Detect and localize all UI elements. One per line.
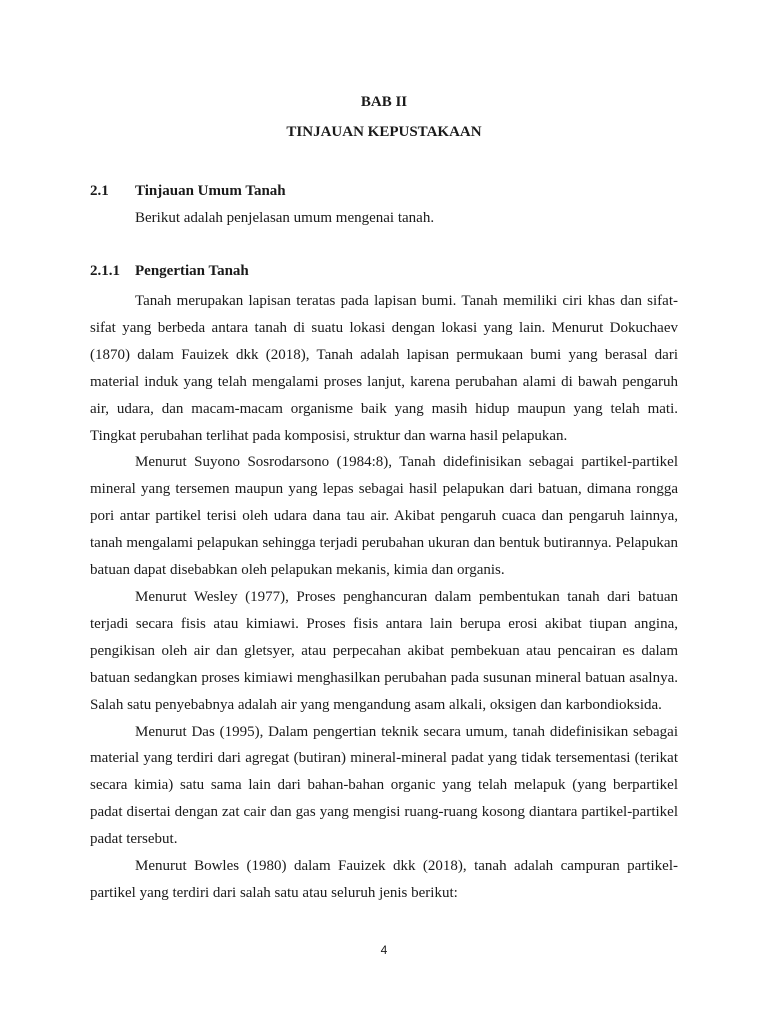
body-text: [90, 288, 678, 907]
chapter-label: BAB II: [360, 94, 408, 110]
section-intro: Berikut adalah penjelasan umum mengenai tanah.: [135, 210, 435, 226]
section-number: 2.1: [90, 183, 109, 199]
section-heading-2-1-1: [90, 262, 249, 280]
section-heading-2-1: [90, 182, 286, 200]
paragraph-wesley: Menurut Wesley (1977), Proses penghancuran dalam pembentukan tanah dari batuan terjadi secara fisis atau kimiawi. Proses fisis antara lain berupa erosi akibat tiupan angina, pengikisan oleh air dan gletsyer, atau perpecahan akibat pembekuan atau pencairan es dalam batuan sedangkan proses kimiawi menghasilkan perubahan pada susunan mineral batuan asalnya. Salah satu penyebabnya adalah air yang mengandung asam alkali, oksigen dan karbondioksida.: [90, 588, 678, 713]
paragraph-sosrodarsono: Menurut Suyono Sosrodarsono (1984:8), Tanah didefinisikan sebagai partikel-partikel mineral yang tersemen maupun yang lepas sebagai hasil pelapukan dari batuan, dimana rongga pori antar partikel terisi oleh udara dana tau air. Akibat pengaruh cuaca dan pengaruh lainnya, tanah mengalami pelapukan sehingga terjadi perubahan ukuran dan bentuk butirannya. Pelapukan batuan dapat disebabkan oleh pelapukan mekanis, kimia dan organis.: [90, 454, 678, 579]
chapter-title: TINJAUAN KEPUSTAKAAN: [286, 124, 482, 140]
section-title: Tinjauan Umum Tanah: [135, 183, 286, 199]
paragraph-das: Menurut Das (1995), Dalam pengertian teknik secara umum, tanah didefinisikan sebagai material yang terdiri dari agregat (butiran) mineral-mineral padat yang tidak tersementasi (terikat secara kimia) satu sama lain dari bahan-bahan organic yang telah melapuk (yang berpartikel padat disertai dengan zat cair dan gas yang mengisi ruang-ruang kosong diantara partikel-partikel padat tersebut.: [90, 723, 678, 848]
paragraph-bowles: Menurut Bowles (1980) dalam Fauizek dkk (2018), tanah adalah campuran partikel-partikel yang terdiri dari salah satu atau seluruh jenis berikut:: [90, 858, 678, 901]
page-number: 4: [380, 943, 388, 957]
paragraph-tanah-definition: Tanah merupakan lapisan teratas pada lapisan bumi. Tanah memiliki ciri khas dan sifat-sifat yang berbeda antara tanah di suatu lokasi dengan lokasi yang lain. Menurut Dokuchaev (1870) dalam Fauizek dkk (2018), Tanah adalah lapisan permukaan bumi yang berasal dari material induk yang telah mengalami proses lanjut, karena perubahan alami di bawah pengaruh air, udara, dan macam-macam organisme baik yang masih hidup maupun yang telah mati. Tingkat perubahan terlihat pada komposisi, struktur dan warna hasil pelapukan.: [90, 293, 678, 444]
section-number: 2.1.1: [90, 263, 120, 279]
section-title: Pengertian Tanah: [135, 263, 249, 279]
